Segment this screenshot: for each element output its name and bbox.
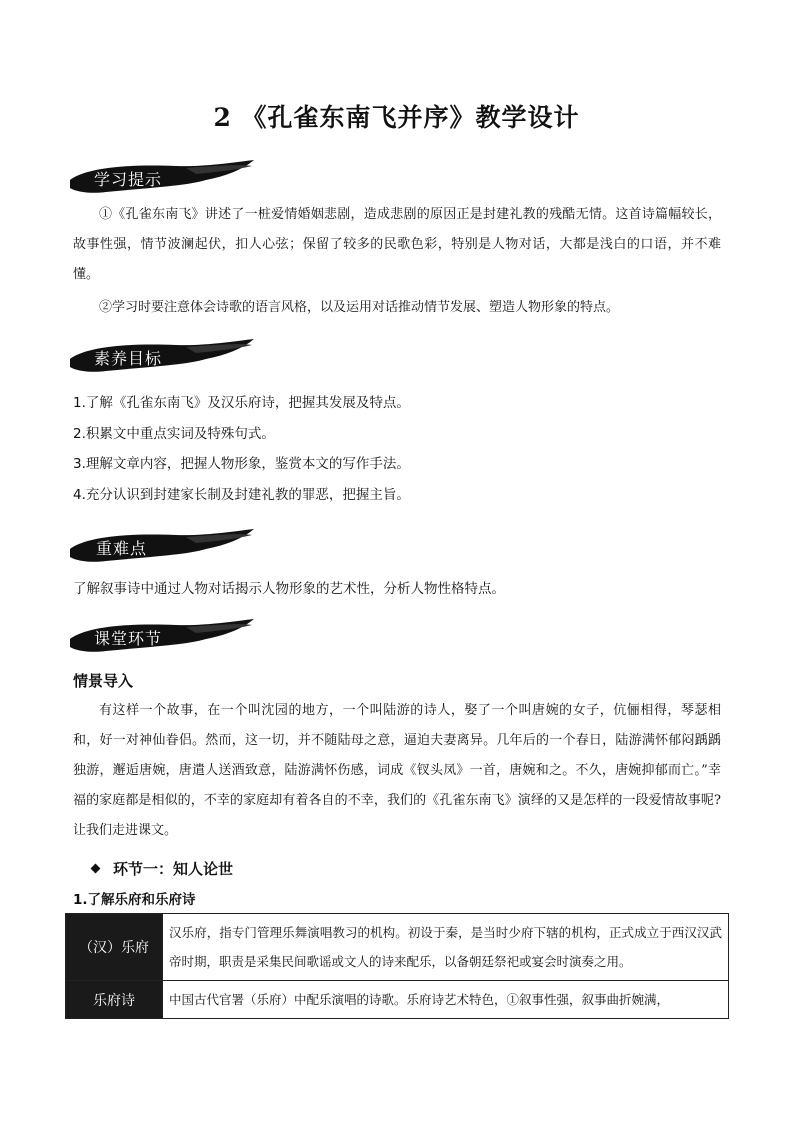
table-desc: 汉乐府，指专门管理乐舞演唱教习的机构。初设于秦，是当时少府下辖的机构，正式成立于西汉汉武帝时期，职责是采集民间歌谣或文人的诗来配乐，以备朝廷祭祀或宴会时演奏之用。: [163, 914, 729, 981]
goal-item-4: 4.充分认识到封建家长制及封建礼教的罪恶，把握主旨。: [73, 486, 410, 503]
intro-paragraph: 有这样一个故事，在一个叫沈园的地方，一个叫陆游的诗人，娶了一个叫唐婉的女子，伉俪相得，琴瑟相和，好一对神仙眷侣。然而，这一切，并不随陆母之意，逼迫夫妻离异。几年后的一个春日，陆游满怀郁闷踽踽独游，邂逅唐婉，唐遣人送酒致意，陆游满怀伤感，词成《钗头凤》一首，唐婉和之。不久，唐婉抑郁而亡。”幸福的家庭都是相似的，不幸的家庭却有着各自的不幸，我们的《孔雀东南飞》演绎的又是怎样的一段爱情故事呢?让我们走进课文。: [73, 703, 721, 838]
tips-paragraph-2: ②学习时要注意体会诗歌的语言风格，以及运用对话推动情节发展、塑造人物形象的特点。: [99, 300, 620, 315]
sub-1-heading: 1.了解乐府和乐府诗: [73, 892, 196, 908]
key-text: 了解叙事诗中通过人物对话揭示人物形象的艺术性，分析人物性格特点。: [73, 581, 505, 597]
goal-item-1: 1.了解《孔雀东南飞》及汉乐府诗，把握其发展及特点。: [73, 395, 410, 411]
goal-item-3: 3.理解文章内容，把握人物形象，鉴赏本文的写作手法。: [73, 456, 410, 472]
page-title: 2 《孔雀东南飞并序》教学设计: [213, 103, 580, 132]
table-desc: 中国古代官署（乐府）中配乐演唱的诗歌。乐府诗艺术特色，①叙事性强，叙事曲折婉满，: [163, 981, 729, 1019]
section-title-goals: 素养目标: [94, 349, 163, 368]
brush-stroke-icon: [66, 527, 256, 567]
section-banner-key: [66, 527, 256, 567]
section-title-tips: 学习提示: [94, 170, 163, 189]
goal-item-2: 2.积累文中重点实词及特殊句式。: [73, 425, 275, 442]
tips-paragraph-1: ①《孔雀东南飞》讲述了一桩爱情婚姻悲剧，造成悲剧的原因正是封建礼教的残酷无情。这首诗篇幅较长，故事性强，情节波澜起伏，扣人心弦；保留了较多的民歌色彩，特别是人物对话，大都是浅白的口语，并不难懂。: [73, 207, 721, 282]
section-title-key: 重难点: [96, 539, 148, 558]
table-row: [66, 914, 729, 981]
table-term: （汉）乐府: [66, 914, 163, 981]
intro-heading: 情景导入: [73, 672, 134, 690]
diamond-bullet-icon: [91, 864, 101, 874]
step-1-title: 环节一：知人论世: [113, 860, 234, 878]
table-row: [66, 981, 729, 1019]
step-1-heading: [92, 858, 233, 879]
section-banner-tips: [66, 158, 256, 198]
table-term: 乐府诗: [66, 981, 163, 1019]
goals-list: [73, 388, 733, 510]
yuefu-table: [65, 913, 729, 1019]
section-title-class: 课堂环节: [94, 629, 163, 648]
section-banner-goals: [66, 337, 256, 377]
section-banner-class: [66, 617, 256, 657]
